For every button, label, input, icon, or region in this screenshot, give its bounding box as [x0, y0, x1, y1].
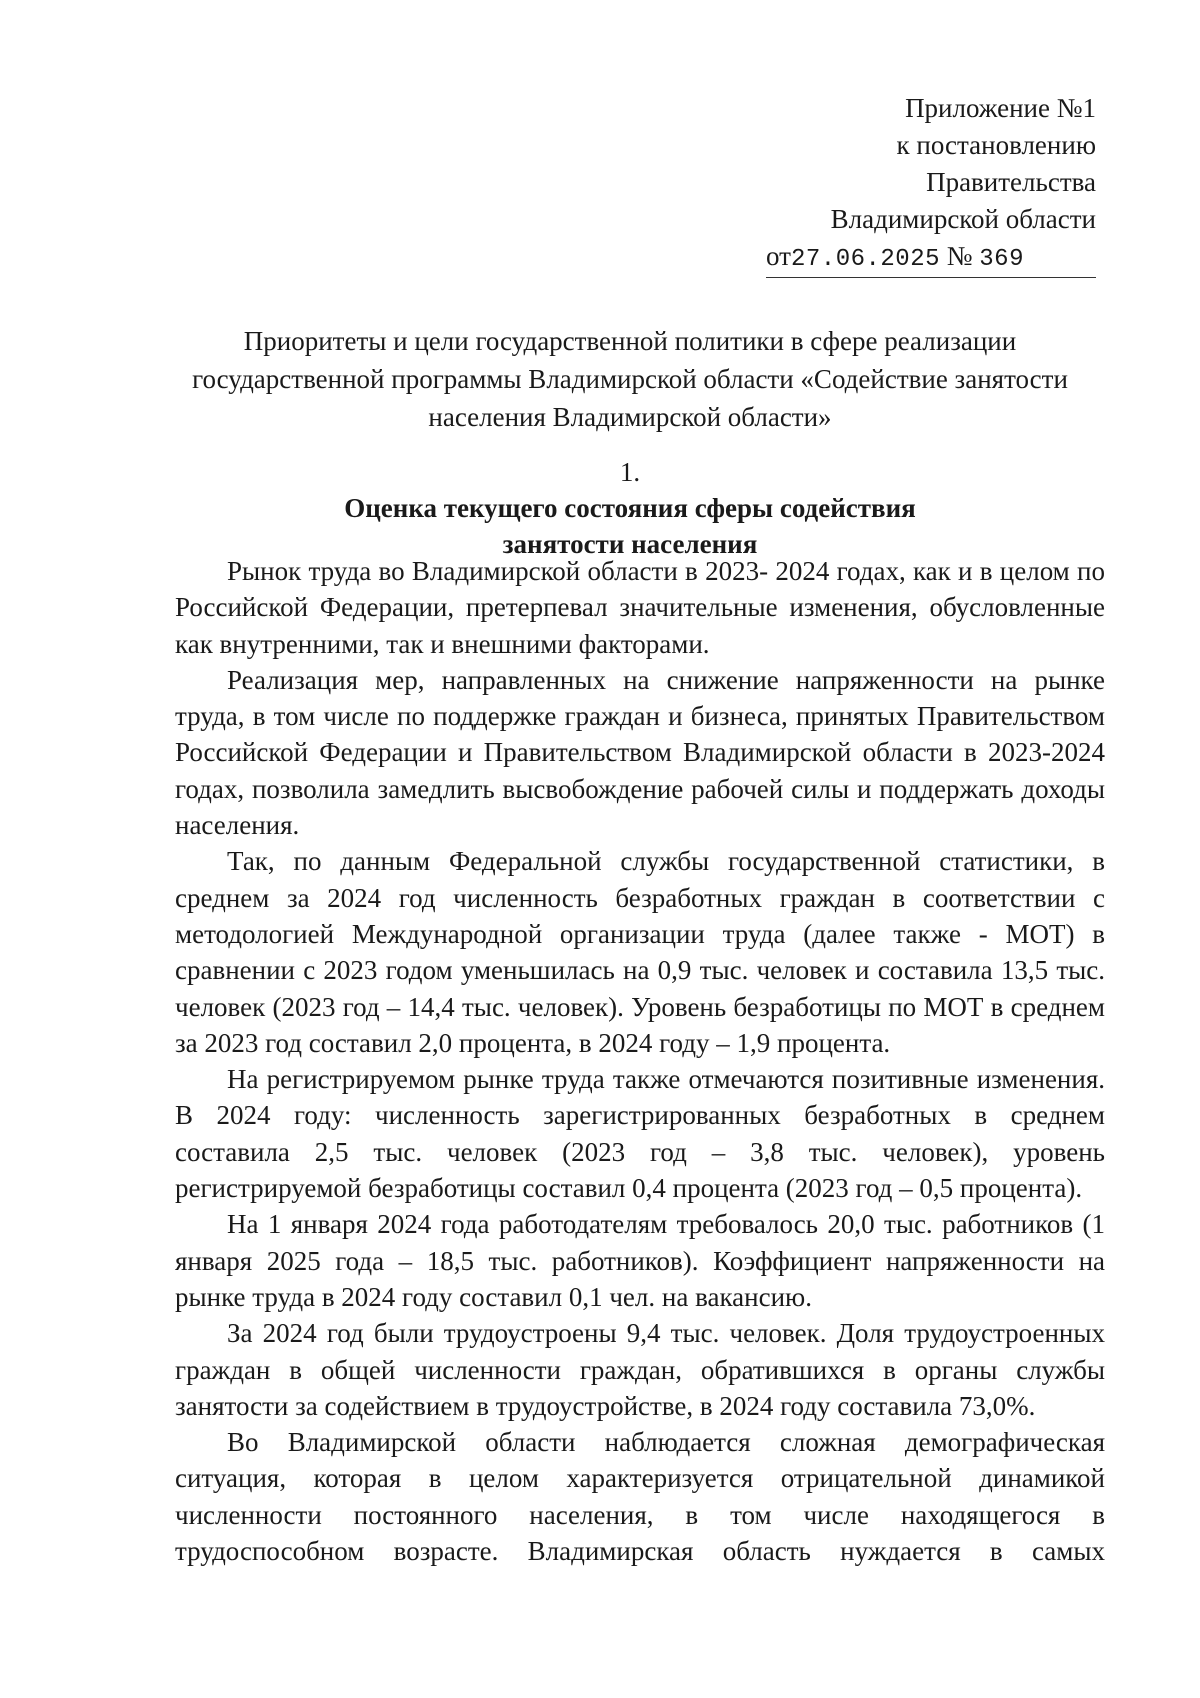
title-line-3: населения Владимирской области»: [428, 402, 832, 432]
section-heading-text-1: Оценка текущего состояния сферы содействия: [344, 493, 916, 523]
paragraph-3: Так, по данным Федеральной службы государственной статистики, в среднем за 2024 год численность безработных граждан в соответствии с методологией Международной организации труда (далее также - МОТ) в сравнении с 2023 годом уменьшилась на 0,9 тыс. человек и составила 13,5 тыс. человек (2023 год – 14,4 тыс. человек). Уровень безработицы по МОТ в среднем за 2023 год составил 2,0 процента, в 2024 году – 1,9 процента.: [175, 846, 1105, 1058]
paragraph-7: Во Владимирской области наблюдается сложная демографическая ситуация, которая в целом характеризуется отрицательной динамикой численности постоянного населения, в том числе находящегося в трудоспособном возрасте. Владимирская область нуждается в самых: [175, 1427, 1105, 1567]
date-number-line: [766, 238, 1096, 278]
date-number-underline: [766, 239, 1096, 278]
section-number: 1.: [619, 457, 641, 487]
title-line-1: Приоритеты и цели государственной политики в сфере реализации: [243, 326, 1017, 356]
section-heading: [170, 454, 1090, 562]
appendix-label: Приложение №1: [905, 93, 1096, 123]
government-label: Правительства: [926, 167, 1096, 197]
paragraph-4: На регистрируемом рынке труда также отмечаются позитивные изменения. В 2024 году: численность зарегистрированных безработных в среднем составила 2,5 тыс. человек (2023 год – 3,8 тыс. человек), уровень регистрируемой безработицы составил 0,4 процента (2023 год – 0,5 процента).: [175, 1064, 1105, 1204]
resolution-label: к постановлению: [896, 130, 1096, 160]
document-title: [170, 322, 1090, 436]
body-text: [175, 553, 1105, 1569]
section-heading-line-2: занятости населения: [502, 529, 758, 559]
resolution-date: 27.06.2025: [790, 246, 941, 273]
section-heading-line-1: [170, 454, 1090, 526]
number-sign: №: [946, 241, 973, 271]
paragraph-5: На 1 января 2024 года работодателям требовалось 20,0 тыс. работников (1 января 2025 года – 18,5 тыс. работников). Коэффициент напряженности на рынке труда в 2024 году составил 0,1 чел. на вакансию.: [175, 1209, 1105, 1312]
resolution-number: 369: [979, 246, 1024, 273]
date-prefix: от: [766, 241, 791, 271]
paragraph-1: Рынок труда во Владимирской области в 2023- 2024 годах, как и в целом по Российской Федерации, претерпевал значительные изменения, обусловленные как внутренними, так и внешними факторами.: [175, 556, 1105, 659]
region-label: Владимирской области: [830, 204, 1096, 234]
paragraph-2: Реализация мер, направленных на снижение напряженности на рынке труда, в том числе по поддержке граждан и бизнеса, принятых Правительством Российской Федерации и Правительством Владимирской области в 2023-2024 годах, позволила замедлить высвобождение рабочей силы и поддержать доходы населения.: [175, 664, 1105, 841]
approval-stamp-block: [766, 90, 1096, 278]
title-line-2: государственной программы Владимирской области «Содействие занятости: [192, 364, 1068, 394]
paragraph-6: За 2024 год были трудоустроены 9,4 тыс. человек. Доля трудоустроенных граждан в общей численности граждан, обратившихся в органы службы занятости за содействием в трудоустройстве, в 2024 году составила 73,0%.: [175, 1318, 1105, 1421]
